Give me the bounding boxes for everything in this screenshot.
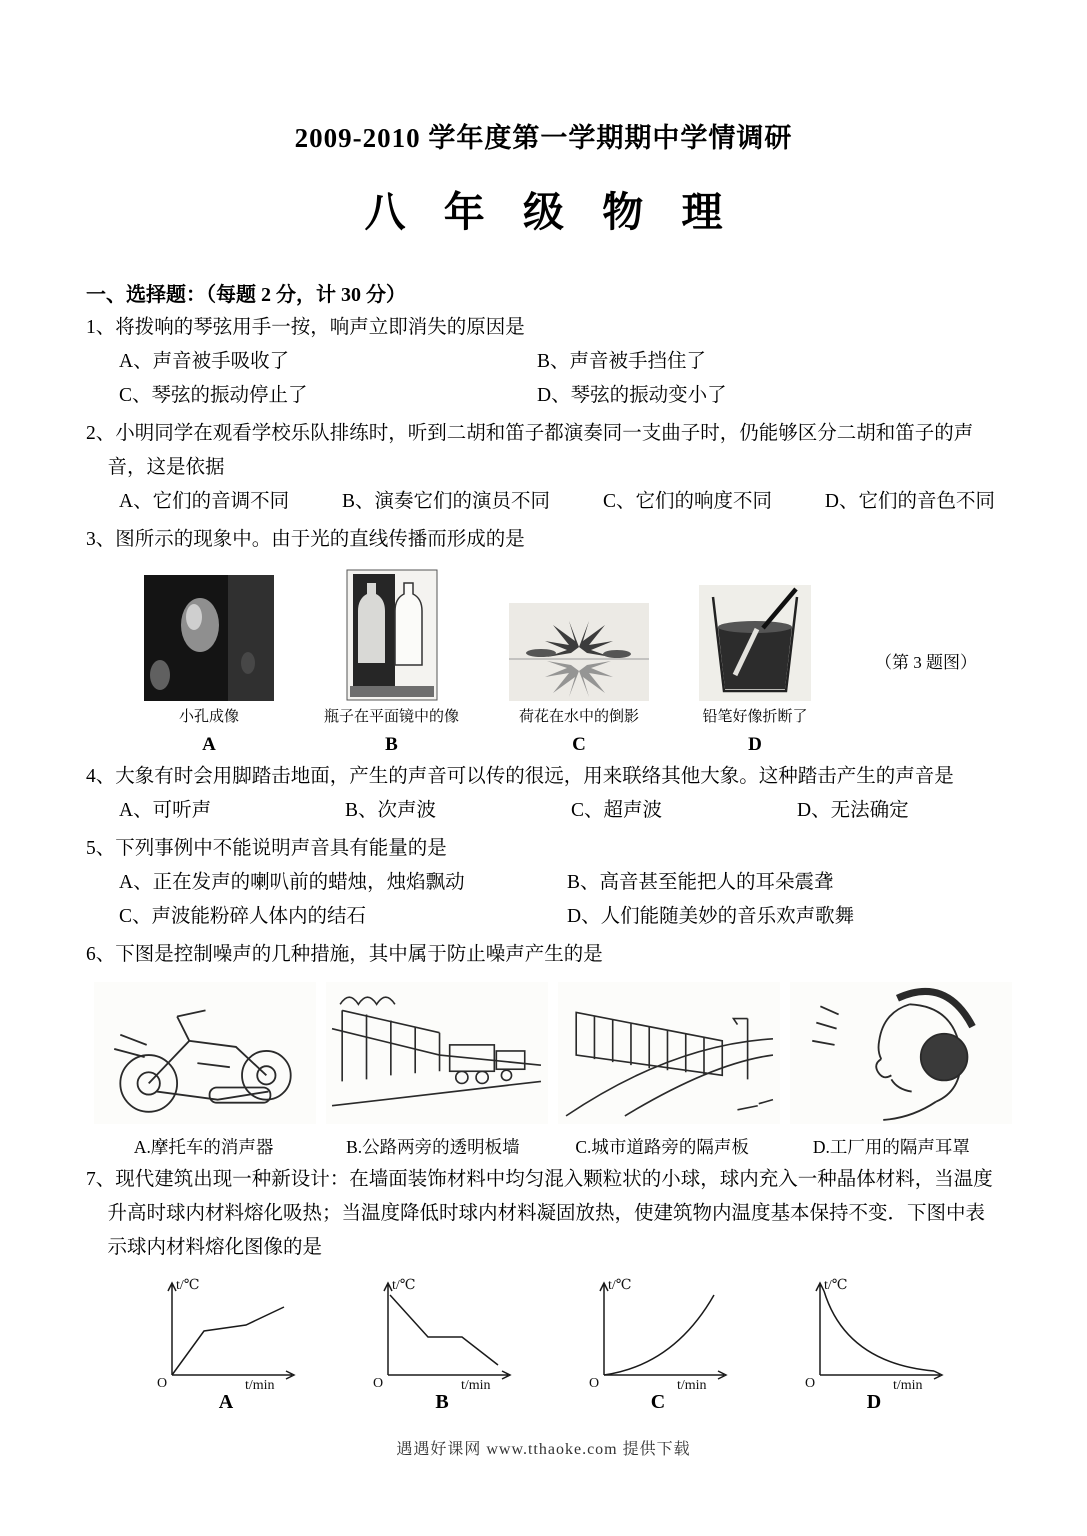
figure-column-b	[324, 565, 459, 756]
graph-column-c	[574, 1273, 742, 1414]
melting-graph-c	[574, 1273, 742, 1391]
y-axis-label: t/℃	[176, 1278, 200, 1293]
graph-column-b	[358, 1273, 526, 1414]
question-1-options	[86, 345, 1001, 413]
figure-column-b	[326, 982, 548, 1124]
figure-column-d	[790, 982, 1012, 1124]
figure-caption: 小孔成像	[178, 709, 239, 725]
x-axis-label: t/min	[461, 1378, 491, 1391]
option-a: A、它们的音调不同	[119, 491, 290, 512]
graph-letter: D	[866, 1391, 882, 1413]
question-4-stem: 4、大象有时会用脚踏击地面，产生的声音可以传的很远，用来联络其他大象。这种踏击产生的声音是	[86, 766, 954, 787]
question-2-stem: 2、小明同学在观看学校乐队排练时，听到二胡和笛子都演奏同一支曲子时，仍能够区分二胡和笛子的声音，这是依据	[86, 423, 974, 478]
option-b: B、演奏它们的演员不同	[342, 491, 551, 512]
road-sound-barrier-sketch	[558, 982, 780, 1124]
highway-transparent-barrier-sketch	[326, 982, 548, 1124]
option-a: A、正在发声的喇叭前的蜡烛，烛焰飘动	[119, 872, 465, 893]
y-axis-label: t/℃	[392, 1278, 416, 1293]
figure-letter: B	[385, 734, 398, 755]
figure-column-c	[509, 565, 649, 756]
figure-caption: D.工厂用的隔声耳罩	[812, 1137, 970, 1157]
figure-caption: 铅笔好像折断了	[702, 709, 808, 725]
x-axis-label: t/min	[893, 1378, 923, 1391]
melting-graph-b	[358, 1273, 526, 1391]
figure-letter: D	[748, 734, 762, 755]
option-c: C、超声波	[571, 800, 663, 821]
motorcycle-muffler-sketch	[94, 982, 316, 1124]
figure-letter: C	[572, 734, 586, 755]
figure-column-d	[699, 565, 811, 756]
option-d: D、人们能随美妙的音乐欢声歌舞	[567, 906, 855, 927]
question-7	[86, 1163, 1001, 1414]
figure-caption: B.公路两旁的透明板墙	[346, 1137, 520, 1157]
option-c: C、它们的响度不同	[602, 491, 772, 512]
figure-letter: A	[202, 734, 216, 755]
bottle-in-mirror-photo	[346, 569, 438, 701]
x-axis-label: t/min	[245, 1378, 275, 1391]
question-4	[86, 760, 1001, 828]
option-d: D、琴弦的振动变小了	[537, 385, 727, 406]
question-3-stem: 3、图所示的现象中。由于光的直线传播而形成的是	[86, 529, 525, 550]
graph-letter: B	[435, 1391, 449, 1413]
question-2-options	[86, 485, 1001, 519]
question-6	[86, 938, 1001, 1159]
option-b: B、声音被手挡住了	[537, 351, 707, 372]
y-axis-label: t/℃	[824, 1278, 848, 1293]
graph-letter: C	[650, 1391, 666, 1413]
option-d: D、它们的音色不同	[824, 491, 995, 512]
figure-caption: C.城市道路旁的隔声板	[575, 1137, 749, 1157]
question-5	[86, 832, 1001, 934]
figure-column-a	[94, 982, 316, 1124]
exam-title: 2009-2010 学年度第一学期期中学情调研	[294, 123, 793, 153]
lotus-reflection-photo	[509, 603, 649, 701]
option-d: D、无法确定	[797, 800, 909, 821]
figure-column-a	[144, 565, 274, 756]
graph-column-a	[142, 1273, 310, 1414]
exam-subject-title: 八 年 级 物 理	[364, 189, 737, 235]
graph-column-d	[790, 1273, 958, 1414]
question-5-options	[86, 866, 1001, 934]
question-6-figures	[94, 982, 1001, 1124]
origin-label: O	[805, 1376, 816, 1391]
question-6-stem: 6、下图是控制噪声的几种措施，其中属于防止噪声产生的是	[86, 944, 603, 965]
option-b: B、高音甚至能把人的耳朵震聋	[567, 872, 834, 893]
option-c: C、声波能粉碎人体内的结石	[119, 906, 367, 927]
question-5-stem: 5、下列事例中不能说明声音具有能量的是	[86, 838, 447, 859]
origin-label: O	[373, 1376, 384, 1391]
option-c: C、琴弦的振动停止了	[119, 385, 308, 406]
pinhole-imaging-photo	[144, 575, 274, 701]
figure-caption: 瓶子在平面镜中的像	[324, 709, 460, 725]
graph-letter: A	[218, 1391, 234, 1413]
question-1	[86, 311, 1001, 413]
x-axis-label: t/min	[677, 1378, 707, 1391]
question-7-graphs	[142, 1273, 1001, 1414]
figure-column-c	[558, 982, 780, 1124]
melting-graph-d	[790, 1273, 958, 1391]
question-2	[86, 417, 1001, 519]
option-a: A、声音被手吸收了	[119, 351, 290, 372]
figure-3-note: （第 3 题图）	[875, 653, 978, 672]
section-heading: 一、选择题：（每题 2 分，计 30 分）	[86, 284, 406, 306]
figure-caption: A.摩托车的消声器	[133, 1137, 274, 1157]
broken-pencil-in-water-photo	[699, 585, 811, 701]
question-4-options	[86, 794, 1001, 828]
footer-watermark: 遇遇好课网 www.tthaoke.com 提供下载	[396, 1441, 691, 1458]
figure-caption: 荷花在水中的倒影	[519, 709, 640, 725]
question-3-figures	[144, 565, 1001, 756]
question-6-captions	[94, 1128, 1001, 1159]
question-3	[86, 523, 1001, 756]
option-b: B、次声波	[345, 800, 437, 821]
y-axis-label: t/℃	[608, 1278, 632, 1293]
question-7-stem: 7、现代建筑出现一种新设计：在墙面装饰材料中均匀混入颗粒状的小球，球内充入一种晶体材料，当温度升高时球内材料熔化吸热；当温度降低时球内材料凝固放热，使建筑物内温度基本保持不变．下图中表示球内材料熔化图像的是	[86, 1169, 993, 1258]
question-1-stem: 1、将拨响的琴弦用手一按，响声立即消失的原因是	[86, 317, 525, 338]
option-a: A、可听声	[119, 800, 212, 821]
ear-protector-sketch	[790, 982, 1012, 1124]
origin-label: O	[157, 1376, 168, 1391]
origin-label: O	[589, 1376, 600, 1391]
melting-graph-a	[142, 1273, 310, 1391]
